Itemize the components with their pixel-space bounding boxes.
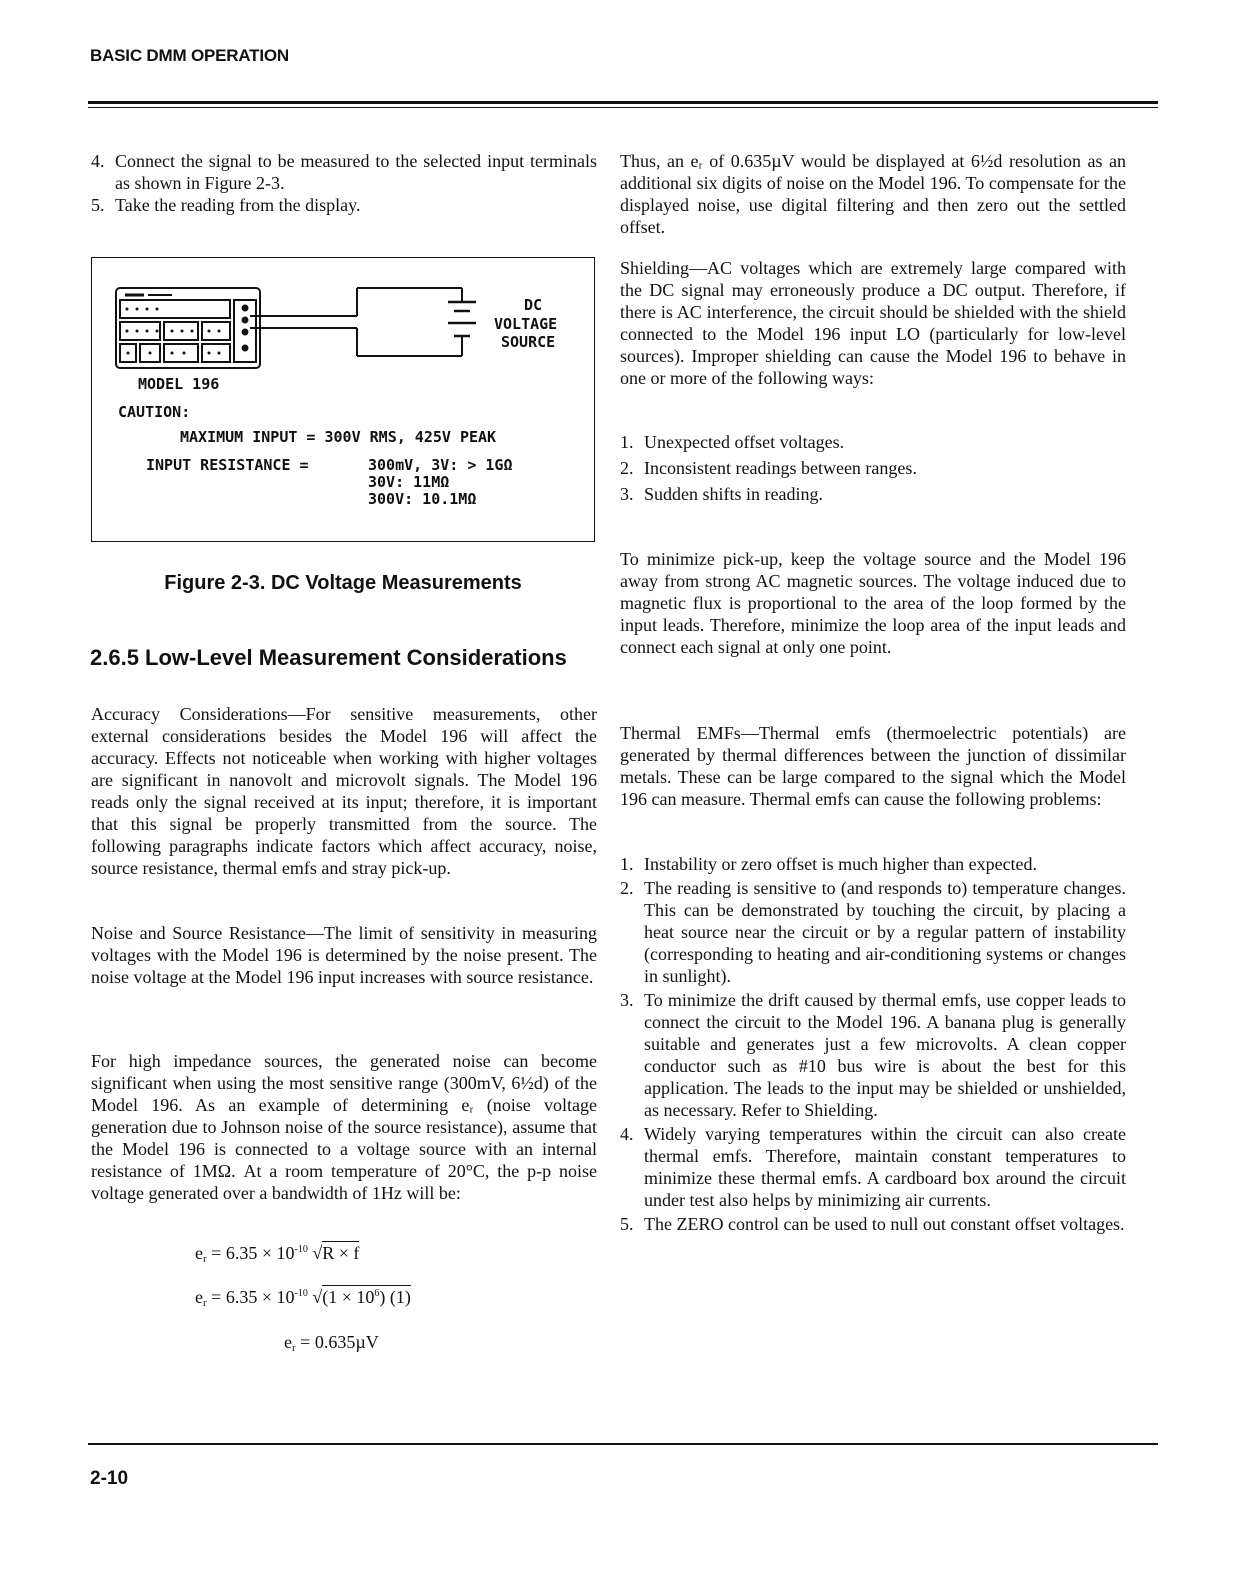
high-impedance-paragraph: For high impedance sources, the generated noise can become significant when using the most sensitive range (300mV, 6½d) of the Model 196. As an example of determining eᵣ (noise voltage generation due to Johnson noise of the source resistance), assume that the Model 196 is connected to a voltage source with an internal resistance of 1MΩ. At a room temperature of 20°C, the p-p noise voltage generated over a bandwidth of 1Hz will be: <box>91 1051 597 1203</box>
equation-3: $e_r = 0.635\mu V$ <box>284 1332 379 1354</box>
list-item: 4. Widely varying temperatures within the circuit can also create thermal emfs. Therefore, maintain constant temperatures to minimize these thermal emfs. A cardboard box around the circuit under test also helps by minimizing air currents. <box>620 1124 1126 1210</box>
shielding-list <box>620 431 1126 505</box>
caution-label: CAUTION: <box>118 403 191 421</box>
section-title: 2.6.5 Low-Level Measurement Considerations <box>90 645 567 670</box>
thermal-paragraph: Thermal EMFs—Thermal emfs (thermoelectric potentials) are generated by thermal differences between the junction of dissimilar metals. These can be large compared to the signal which the Model 196 can measure. Thermal emfs can cause the following problems: <box>620 723 1126 809</box>
source-label-2: VOLTAGE <box>494 315 558 333</box>
source-label-1: DC <box>524 296 543 314</box>
accuracy-paragraph: Accuracy Considerations—For sensitive measurements, other external considerations besides the Model 196 will affect the accuracy. Effects not noticeable when working with higher voltages are significant in nanovolt and microvolt signals. The Model 196 reads only the signal received at its input; therefore, it is important that this signal be properly transmitted from the source. The following paragraphs indicate factors which affect accuracy, noise, source resistance, thermal emfs and stray pick-up. <box>91 704 597 878</box>
header-rule-thin <box>88 107 1158 108</box>
source-label-3: SOURCE <box>501 333 556 351</box>
input-resistance-3: 300V: 10.1MΩ <box>368 490 477 508</box>
input-resistance-1: 300mV, 3V: > 1GΩ <box>368 456 513 474</box>
list-item: 2. Inconsistent readings between ranges. <box>620 458 917 478</box>
page-number: 2-10 <box>90 1468 129 1489</box>
pickup-paragraph: To minimize pick-up, keep the voltage source and the Model 196 away from strong AC magnetic sources. The voltage induced due to magnetic flux is proportional to the area of the loop formed by the input leads. Therefore, minimize the loop area of the input leads and connect each signal at only one point. <box>620 549 1126 657</box>
list-item: 1. Unexpected offset voltages. <box>620 432 845 452</box>
list-item: 3. Sudden shifts in reading. <box>620 484 823 504</box>
equation-2: $e_r = 6.35 \times 10^{-10}$ $√(1 \times 10^6)$ (1) <box>195 1287 411 1309</box>
figure-caption: Figure 2-3. DC Voltage Measurements <box>164 572 522 594</box>
input-resistance-label: INPUT RESISTANCE = <box>146 456 309 474</box>
figure-2-3 <box>91 257 595 542</box>
footer-rule <box>88 1443 1158 1445</box>
steps-list <box>91 150 597 216</box>
list-item: 2. The reading is sensitive to (and responds to) temperature changes. This can be demonstrated by touching the circuit, by placing a heat source near the circuit or by a regular pattern of instability (corresponding to heating and air-conditioning systems or changes in sunlight). <box>620 878 1126 986</box>
running-header: BASIC DMM OPERATION <box>90 46 289 65</box>
list-item: 5. The ZERO control can be used to null out constant offset voltages. <box>620 1214 1125 1234</box>
list-item: 1. Instability or zero offset is much higher than expected. <box>620 854 1038 874</box>
header-rule <box>88 101 1158 104</box>
thus-paragraph: Thus, an eᵣ of 0.635µV would be displayed at 6½d resolution as an additional six digits of noise on the Model 196. To compensate for the displayed noise, use digital filtering and then zero out the settled offset. <box>620 151 1126 237</box>
model-label: MODEL 196 <box>138 375 220 393</box>
thermal-list <box>620 853 1126 1235</box>
equation-1: $e_r = 6.35 \times 10^{-10}$ √R × f <box>195 1243 360 1265</box>
list-item: 5. Take the reading from the display. <box>91 195 361 215</box>
input-resistance-2: 30V: 11MΩ <box>368 473 450 491</box>
circuit-diagram <box>92 258 596 543</box>
shielding-paragraph: Shielding—AC voltages which are extremely large compared with the DC signal may erroneously produce a DC output. Therefore, if there is AC interference, the circuit should be shielded with the shield connected to the Model 196 input LO (particularly for low-level sources). Improper shielding can cause the Model 196 to behave in one or more of the following ways: <box>620 258 1126 388</box>
list-item: 4. Connect the signal to be measured to the selected input terminals as shown in Figure 2-3. <box>91 151 597 193</box>
noise-paragraph: Noise and Source Resistance—The limit of sensitivity in measuring voltages with the Model 196 is determined by the noise present. The noise voltage at the Model 196 input increases with source resistance. <box>91 923 597 987</box>
max-input: MAXIMUM INPUT = 300V RMS, 425V PEAK <box>180 428 497 446</box>
list-item: 3. To minimize the drift caused by thermal emfs, use copper leads to connect the circuit to the Model 196. A banana plug is generally suitable and generates just a few microvolts. A clean copper conductor such as #10 bus wire is about the best for this application. The leads to the input may be shielded or unshielded, as necessary. Refer to Shielding. <box>620 990 1126 1120</box>
